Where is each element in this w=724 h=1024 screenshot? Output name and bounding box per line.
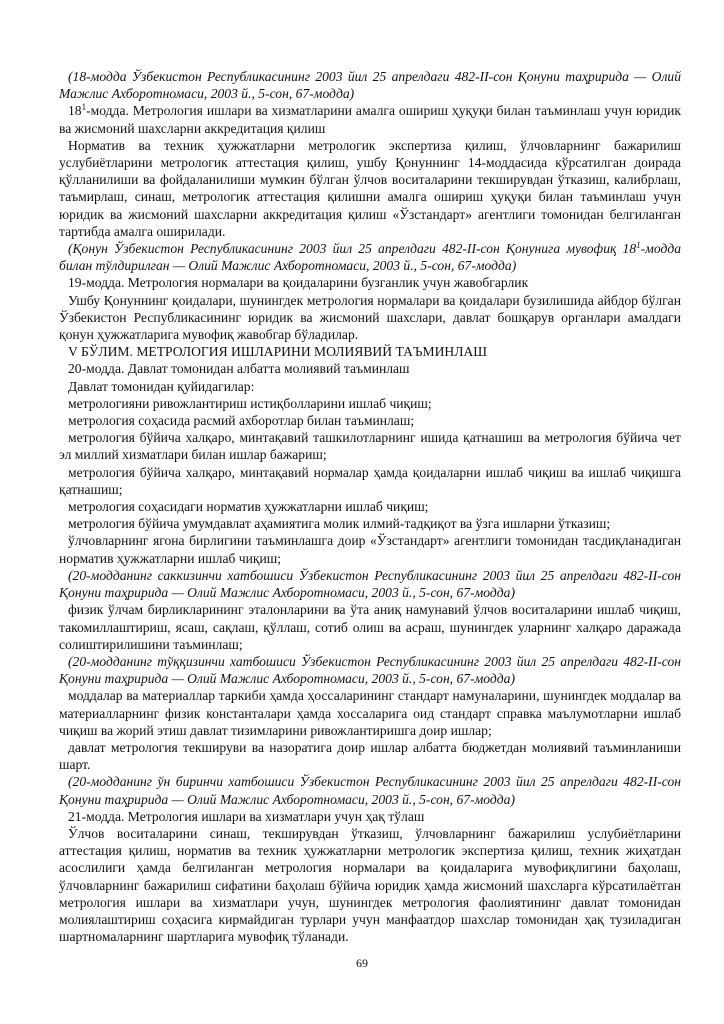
list-item: метрологияни ривожлантириш истиқболларини ишлаб чиқиш; [68,395,432,411]
list-item: метрология бўйича умумдавлат аҳамиятига молик илмий-тадқиқот ва ўзга ишларни ўтказиш; [68,516,611,532]
amendment-note-start: (Қонун Ўзбекистон Республикасининг 2003 йил 25 апрелдаги 482-II-сон Қонунига мувофиқ 18 [68,241,637,257]
article-number: 18 [68,103,82,119]
paragraph: Давлат томонидан қуйидагилар: [68,378,255,394]
amendment-note: (18-модда Ўзбекистон Республикасининг 2003 йил 25 апрелдаги 482-II-сон Қонуни таҳририда — Олий Мажлис Ахборотномаси, 2003 й., 5-сон, 67-модда) [59,69,681,102]
amendment-note: (20-модданинг ўн биринчи хатбошиси Ўзбекистон Республикасининг 2003 йил 25 апрелдаги 482-II-сон Қонуни таҳририда — Олий Мажлис Ахборотномаси, 2003 й., 5-сон, 67-модда) [59,774,681,807]
list-item: моддалар ва материаллар таркиби ҳамда ҳоссаларининг стандарт намуналарини, шунингдек моддалар ва материалларнинг физик константалари ҳамда хоссаларига оид стандарт справка маълумотларни ишлаб чиқиш ва жорий этиш давлат тизимларини ривожлантиришга доир ишлар; [59,688,681,738]
superscript: 1 [81,102,87,113]
amendment-note [59,240,681,274]
amendment-note: (20-модданинг тўққизинчи хатбошиси Ўзбекистон Республикасининг 2003 йил 25 апрелдаги 482-II-сон Қонуни таҳририда — Олий Мажлис Ахборотномаси, 2003 й., 5-сон, 67-модда) [59,653,681,687]
list-item: метрология бўйича халқаро, минтақавий ташкилотларнинг ишида қатнашиш ва метрология бўйича чет эл миллий хизматлари билан ишлар бажариш; [59,430,681,463]
list-item: физик ўлчам бирликларининг эталонларини ва ўта аниқ намунавий ўлчов воситаларини ишлаб чиқиш, такомиллаштириш, ясаш, сақлаш, қўллаш, сотиб олиш ва асраш, шунингдек уларнинг халқаро даражада солиштирилишини таъминлаш; [59,602,681,652]
section-heading: V БЎЛИМ. МЕТРОЛОГИЯ ИШЛАРИНИ МОЛИЯВИЙ ТАЪМИНЛАШ [68,344,487,360]
amendment-note: (20-модданинг саккизинчи хатбошиси Ўзбекистон Республикасининг 2003 йил 25 апрелдаги 482-II-сон Қонуни таҳририда — Олий Мажлис Ахборотномаси, 2003 й., 5-сон, 67-модда) [59,567,681,601]
article-21-title: 21-модда. Метрология ишлари ва хизматлари учун ҳақ тўлаш [68,808,425,824]
article-18-1-title [59,102,681,136]
list-item: метрология соҳасида расмий ахборотлар билан таъминлаш; [68,413,415,429]
list-item: ўлчовларнинг ягона бирлигини таъминлашга доир «Ўзстандарт» агентлиги томонидан тасдиқланадиган норматив ҳужжатларни ишлаб чиқиш; [59,533,681,566]
paragraph: Норматив ва техник ҳужжатларни метрологик экспертиза қилиш, ўлчовларнинг бажарилиш услубиётларини метрологик аттестация қилиш, ушбу Қонуннинг 14-моддасида кўрсатилган доирада қўлланилиши ва фойдаланилиши мумкин бўлган ўлчов воситаларини текширувдан ўтказиш, калибрлаш, таъмирлаш, синаш, метрологик аттестация қилишни амалга ошириш ҳуқуқи билан таъминлаш учун юридик ва жисмоний шахсларни аккредитация қилиш «Ўзстандарт» агентлиги томонидан белгиланган тартибда амалга оширилади. [59,137,681,239]
document-body [59,68,681,945]
list-item: метрология соҳасидаги норматив ҳужжатларни ишлаб чиқиш; [68,499,429,515]
list-item: давлат метрология текшируви ва назоратига доир ишлар албатта бюджетдан молиявий таъминланиши шарт. [59,739,681,773]
article-title-text: -модда. Метрология ишлари ва хизматларини амалга ошириш ҳуқуқи билан таъминлаш учун юридик ва жисмоний шахсларни аккредитация қилиш [59,103,681,136]
page-number: 69 [356,956,368,970]
article-20-title: 20-модда. Давлат томонидан албатта молиявий таъминлаш [68,361,410,377]
paragraph: Ушбу Қонуннинг қоидалари, шунингдек метрология нормалари ва қоидалари бузилишида айбдор бўлган Ўзбекистон Республикасининг юридик ва жисмоний шахслари, давлат бошқарув органлари амалдаги қонун ҳужжатларига мувофиқ жавобгар бўладилар. [59,292,681,343]
list-item: метрология бўйича халқаро, минтақавий нормалар ҳамда қоидаларни ишлаб чиқиш ва ишлаб чиқишга қатнашиш; [59,464,681,497]
superscript: 1 [636,240,641,251]
paragraph: Ўлчов воситаларини синаш, текширувдан ўтказиш, ўлчовларнинг бажарилиш услубиётларини аттестация қилиш, норматив ва техник ҳужжатларни метрологик экспертиза қилиш, техник жиҳатдан асослилиги ҳамда белгиланган метрология нормалари ва қоидаларига мувофиқлигини баҳолаш, ўлчовларнинг бажарилиш сифатини баҳолаш бўйича юридик ҳамда жисмоний шахсларга кўрсатилаётган метрология ишлари ва хизматлари учун, шунингдек метрология фаолиятининг давлат томонидан молиялаштириш соҳасига кирмайдиган турлари учун манфаатдор шахслар томонидан ҳақ тузиладиган шартномаларнинг шартларига мувофиқ тўланади. [59,825,681,945]
amendment-note-end: -модда билан тўлдирилган — Олий Мажлис Ахборотномаси, 2003 й., 5-сон, 67-модда) [59,241,681,274]
article-19-title: 19-модда. Метрология нормалари ва қоидаларини бузганлик учун жавобгарлик [68,275,529,291]
